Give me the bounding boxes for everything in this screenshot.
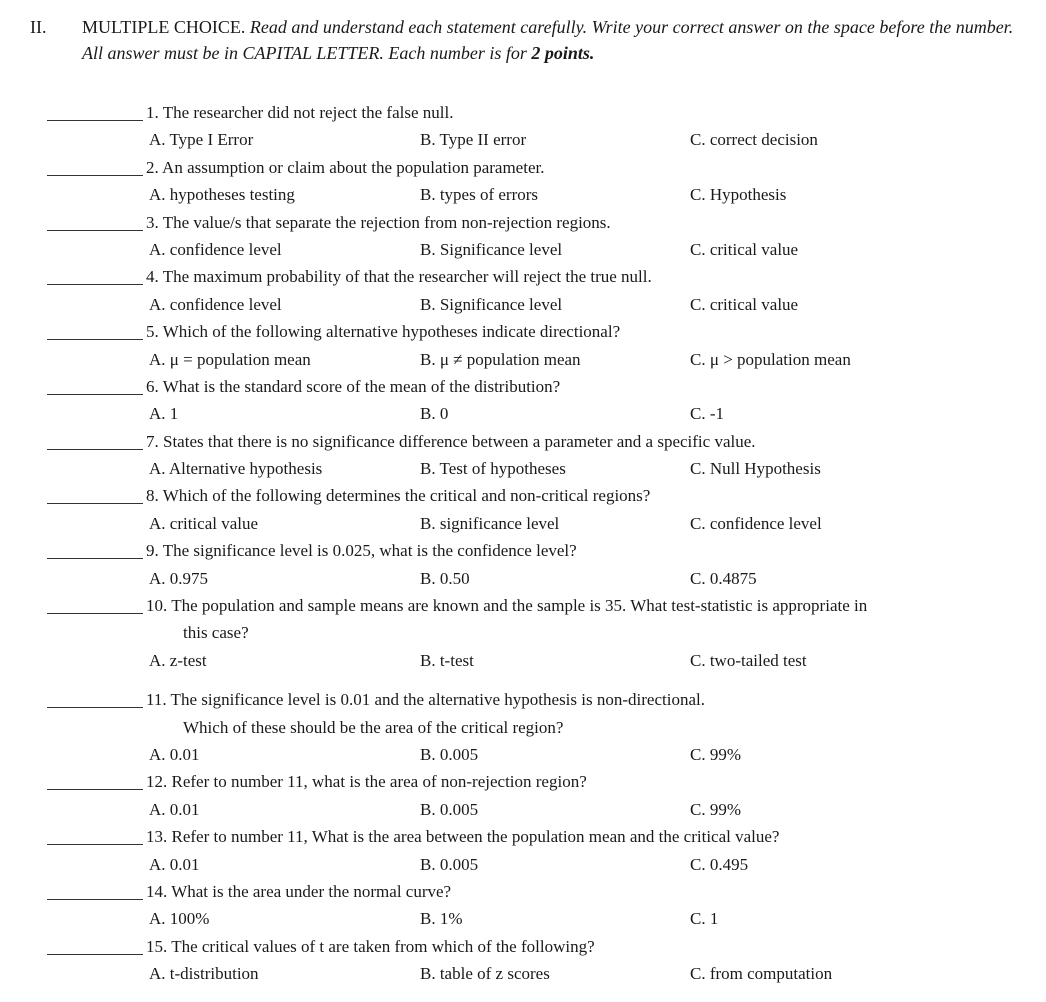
answer-blank[interactable] bbox=[47, 954, 143, 955]
answer-blank[interactable] bbox=[47, 449, 143, 450]
answer-blank[interactable] bbox=[47, 339, 143, 340]
option-a: A. μ = population mean bbox=[149, 349, 311, 369]
option-a: A. z-test bbox=[149, 650, 207, 670]
question-stem: 4. The maximum probability of that the researcher will reject the true null. bbox=[146, 267, 652, 287]
answer-blank[interactable] bbox=[47, 707, 143, 708]
option-a: A. Alternative hypothesis bbox=[149, 459, 323, 479]
answer-blank[interactable] bbox=[47, 284, 143, 285]
question-item bbox=[0, 768, 1046, 823]
question-stem: 14. What is the area under the normal curve? bbox=[146, 881, 452, 901]
option-c: C. critical value bbox=[690, 294, 799, 314]
option-c: C. from computation bbox=[690, 964, 833, 984]
answer-blank[interactable] bbox=[47, 230, 143, 231]
question-stem: 11. The significance level is 0.01 and the alternative hypothesis is non-directional. bbox=[146, 690, 705, 710]
option-c: C. 99% bbox=[690, 799, 741, 819]
option-b: B. Significance level bbox=[420, 294, 563, 314]
answer-blank[interactable] bbox=[47, 394, 143, 395]
option-b: B. 0 bbox=[420, 404, 449, 424]
question-stem: 8. Which of the following determines the critical and non-critical regions? bbox=[146, 486, 651, 506]
question-stem: 10. The population and sample means are known and the sample is 35. What test-statistic is appropriate in bbox=[146, 596, 868, 616]
option-a: A. 0.01 bbox=[149, 799, 200, 819]
option-b: B. 0.005 bbox=[420, 854, 479, 874]
answer-blank[interactable] bbox=[47, 175, 143, 176]
question-list bbox=[0, 99, 1046, 988]
question-item bbox=[0, 878, 1046, 933]
option-c: C. two-tailed test bbox=[690, 650, 807, 670]
option-c: C. 0.495 bbox=[690, 854, 749, 874]
option-b: B. table of z scores bbox=[420, 964, 550, 984]
option-a: A. confidence level bbox=[149, 294, 282, 314]
question-item bbox=[0, 592, 1046, 674]
question-stem: 2. An assumption or claim about the population parameter. bbox=[146, 157, 545, 177]
option-b: B. types of errors bbox=[420, 185, 539, 205]
option-a: A. hypotheses testing bbox=[149, 185, 295, 205]
question-stem: 3. The value/s that separate the rejection from non-rejection regions. bbox=[146, 212, 611, 232]
question-item bbox=[0, 537, 1046, 592]
question-stem: 9. The significance level is 0.025, what is the confidence level? bbox=[146, 541, 577, 561]
answer-blank[interactable] bbox=[47, 844, 143, 845]
answer-blank[interactable] bbox=[47, 899, 143, 900]
option-b: B. t-test bbox=[420, 650, 474, 670]
question-item bbox=[0, 933, 1046, 988]
question-item bbox=[0, 209, 1046, 264]
option-a: A. confidence level bbox=[149, 239, 282, 259]
option-b: B. Type II error bbox=[420, 130, 527, 150]
question-item bbox=[0, 428, 1046, 483]
option-c: C. 99% bbox=[690, 744, 741, 764]
section-instructions bbox=[82, 14, 1022, 66]
option-b: B. significance level bbox=[420, 513, 560, 533]
question-stem: 13. Refer to number 11, What is the area between the population mean and the critical value? bbox=[146, 827, 780, 847]
answer-blank[interactable] bbox=[47, 558, 143, 559]
question-item bbox=[0, 373, 1046, 428]
section-heading: MULTIPLE CHOICE. bbox=[82, 17, 246, 37]
question-stem-continued: this case? bbox=[183, 623, 249, 643]
question-stem: 6. What is the standard score of the mean of the distribution? bbox=[146, 376, 561, 396]
option-c: C. -1 bbox=[690, 404, 724, 424]
answer-blank[interactable] bbox=[47, 120, 143, 121]
question-item bbox=[0, 318, 1046, 373]
option-a: A. t-distribution bbox=[149, 964, 259, 984]
option-c: C. correct decision bbox=[690, 130, 818, 150]
option-a: A. 0.01 bbox=[149, 854, 200, 874]
question-stem: 12. Refer to number 11, what is the area of non-rejection region? bbox=[146, 772, 587, 792]
option-b: B. μ ≠ population mean bbox=[420, 349, 581, 369]
question-item bbox=[0, 154, 1046, 209]
option-b: B. 1% bbox=[420, 909, 463, 929]
answer-blank[interactable] bbox=[47, 503, 143, 504]
question-item bbox=[0, 482, 1046, 537]
question-item bbox=[0, 686, 1046, 768]
option-b: B. 0.005 bbox=[420, 744, 479, 764]
option-b: B. 0.005 bbox=[420, 799, 479, 819]
option-c: C. critical value bbox=[690, 239, 799, 259]
points-value: 2 points. bbox=[531, 43, 595, 63]
option-a: A. Type I Error bbox=[149, 130, 254, 150]
option-a: A. 0.975 bbox=[149, 568, 209, 588]
question-stem: 1. The researcher did not reject the false null. bbox=[146, 103, 454, 122]
answer-blank[interactable] bbox=[47, 613, 143, 614]
question-item bbox=[0, 823, 1046, 878]
option-b: B. Significance level bbox=[420, 239, 563, 259]
question-stem: 15. The critical values of t are taken from which of the following? bbox=[146, 936, 595, 956]
option-c: C. Hypothesis bbox=[690, 185, 787, 205]
option-c: C. confidence level bbox=[690, 513, 822, 533]
question-stem: 7. States that there is no significance difference between a parameter and a specific value. bbox=[146, 431, 756, 451]
question-item bbox=[0, 99, 1046, 154]
option-c: C. 0.4875 bbox=[690, 568, 757, 588]
section-numeral: II. bbox=[30, 17, 47, 37]
option-a: A. critical value bbox=[149, 513, 259, 533]
instruction-text: Read and understand each statement carefully. Write your correct answer on the space before the number. All answer must be in CAPITAL LETTER. Each number is for bbox=[82, 17, 1014, 63]
option-a: A. 100% bbox=[149, 909, 210, 929]
option-a: A. 0.01 bbox=[149, 744, 200, 764]
option-b: B. Test of hypotheses bbox=[420, 459, 566, 479]
question-stem-continued: Which of these should be the area of the critical region? bbox=[183, 717, 564, 737]
option-c: C. Null Hypothesis bbox=[690, 459, 821, 479]
option-c: C. 1 bbox=[690, 909, 719, 929]
option-b: B. 0.50 bbox=[420, 568, 470, 588]
question-stem: 5. Which of the following alternative hypotheses indicate directional? bbox=[146, 322, 621, 342]
option-a: A. 1 bbox=[149, 404, 179, 424]
option-c: C. μ > population mean bbox=[690, 349, 851, 369]
question-item bbox=[0, 263, 1046, 318]
answer-blank[interactable] bbox=[47, 789, 143, 790]
